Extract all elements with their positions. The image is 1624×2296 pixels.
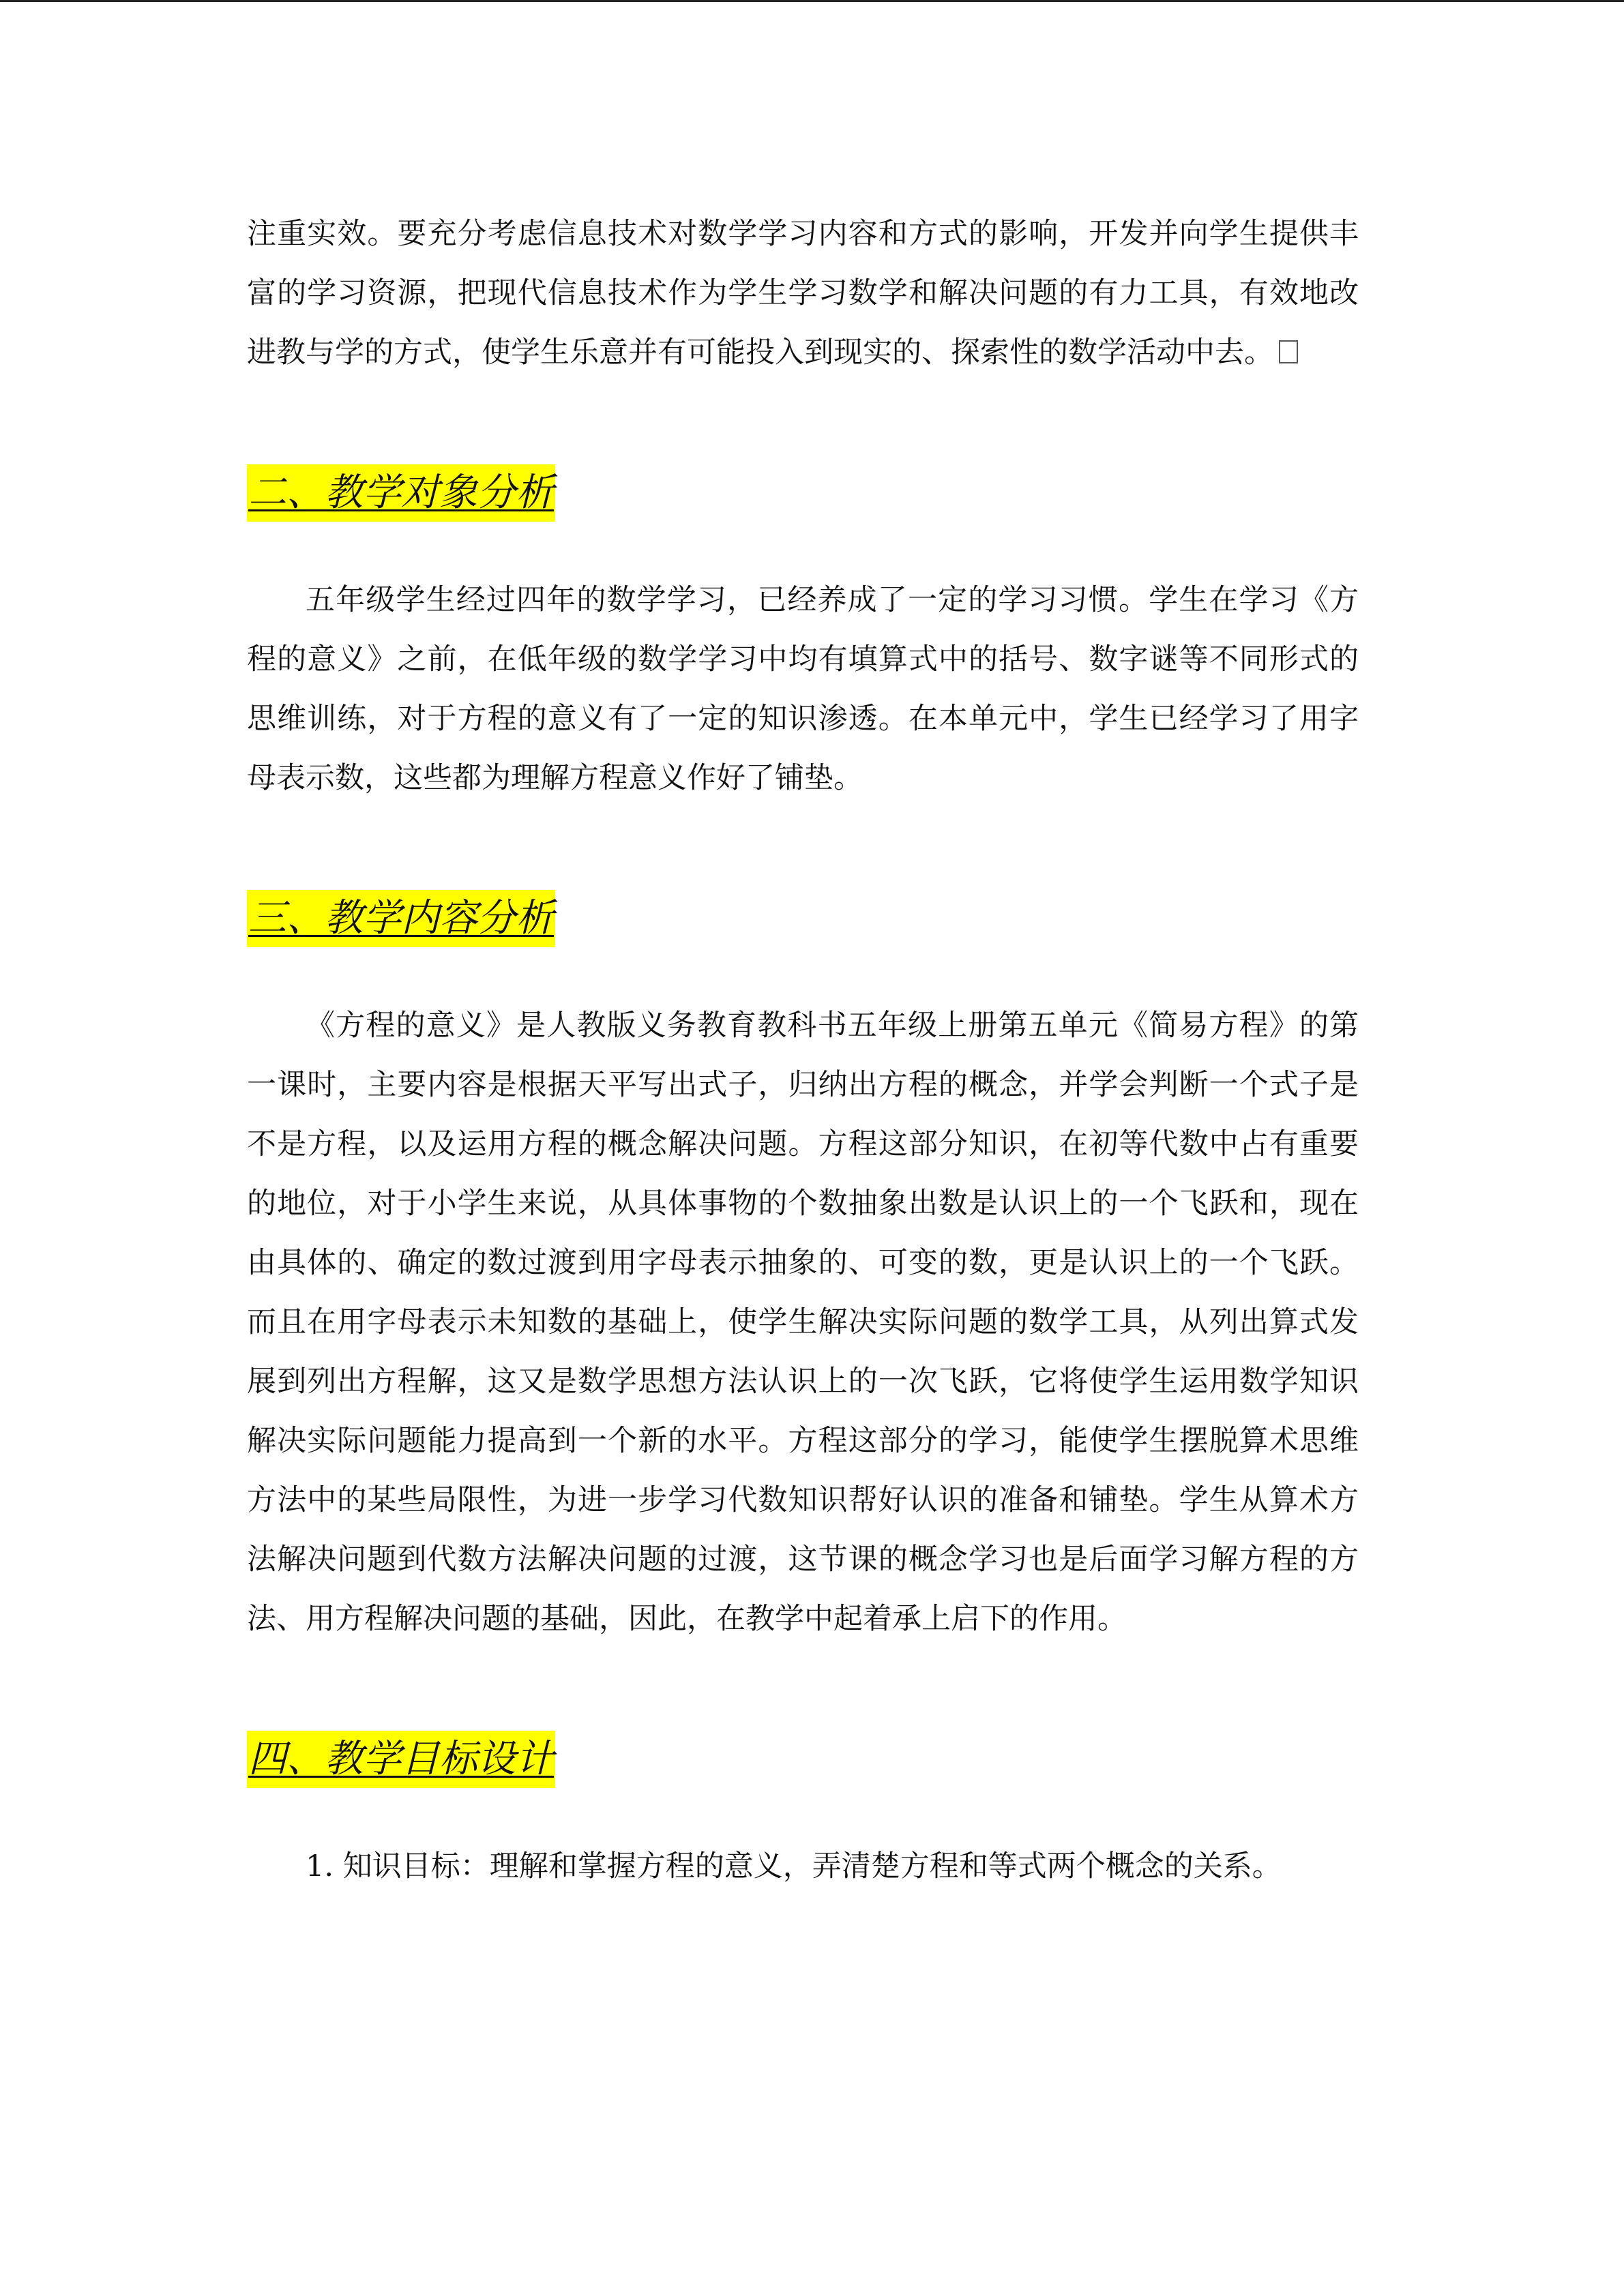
content-analysis-paragraph: 《方程的意义》是人教版义务教育教科书五年级上册第五单元《简易方程》的第一课时，主要内容是根据天平写出式子，归纳出方程的概念，并学会判断一个式子是不是方程，以及运用方程的概念解决问题。方程这部分知识，在初等代数中占有重要的地位，对于小学生来说，从具体事物的个数抽象出数是认识上的一个飞跃和，现在由具体的、确定的数过渡到用字母表示抽象的、可变的数，更是认识上的一个飞跃。而且在用字母表示未知数的基础上，使学生解决实际问题的数学工具，从列出算式发展到列出方程解，这又是数学思想方法认识上的一次飞跃，它将使学生运用数学知识解决实际问题能力提高到一个新的水平。方程这部分的学习，能使学生摆脱算术思维方法中的某些局限性，为进一步学习代数知识帮好认识的准备和铺垫。学生从算术方法解决问题到代数方法解决问题的过渡，这节课的概念学习也是后面学习解方程的方法、用方程解决问题的基础，因此，在教学中起着承上启下的作用。 (247, 1009, 1359, 1636)
section-object-analysis (247, 464, 1359, 808)
section-heading-objective-design: 四、教学目标设计 (247, 1731, 555, 1788)
object-analysis-paragraph: 五年级学生经过四年的数学学习，已经养成了一定的学习习惯。学生在学习《方程的意义》之前，在低年级的数学学习中均有填算式中的括号、数字谜等不同形式的思维训练，对于方程的意义有了一定的知识渗透。在本单元中，学生已经学习了用字母表示数，这些都为理解方程意义作好了铺垫。 (247, 583, 1359, 795)
knowledge-objective-item: 1. 知识目标：理解和掌握方程的意义，弄清楚方程和等式两个概念的关系。 (306, 1849, 1282, 1883)
section-objective-design (247, 1731, 1359, 1896)
intro-paragraph (247, 205, 1359, 383)
section-heading-content-analysis: 三、教学内容分析 (247, 890, 555, 947)
placeholder-box-icon (1279, 340, 1298, 363)
intro-paragraph-text: 注重实效。要充分考虑信息技术对数学学习内容和方式的影响，开发并向学生提供丰富的学习资源，把现代信息技术作为学生学习数学和解决问题的有力工具，有效地改进教与学的方式，使学生乐意并有可能投入到现实的、探索性的数学活动中去。 (247, 217, 1359, 370)
section-heading-object-analysis: 二、教学对象分析 (247, 464, 555, 522)
document-page (247, 205, 1359, 1896)
page-top-border (0, 0, 1624, 2)
section-content-analysis (247, 890, 1359, 1649)
